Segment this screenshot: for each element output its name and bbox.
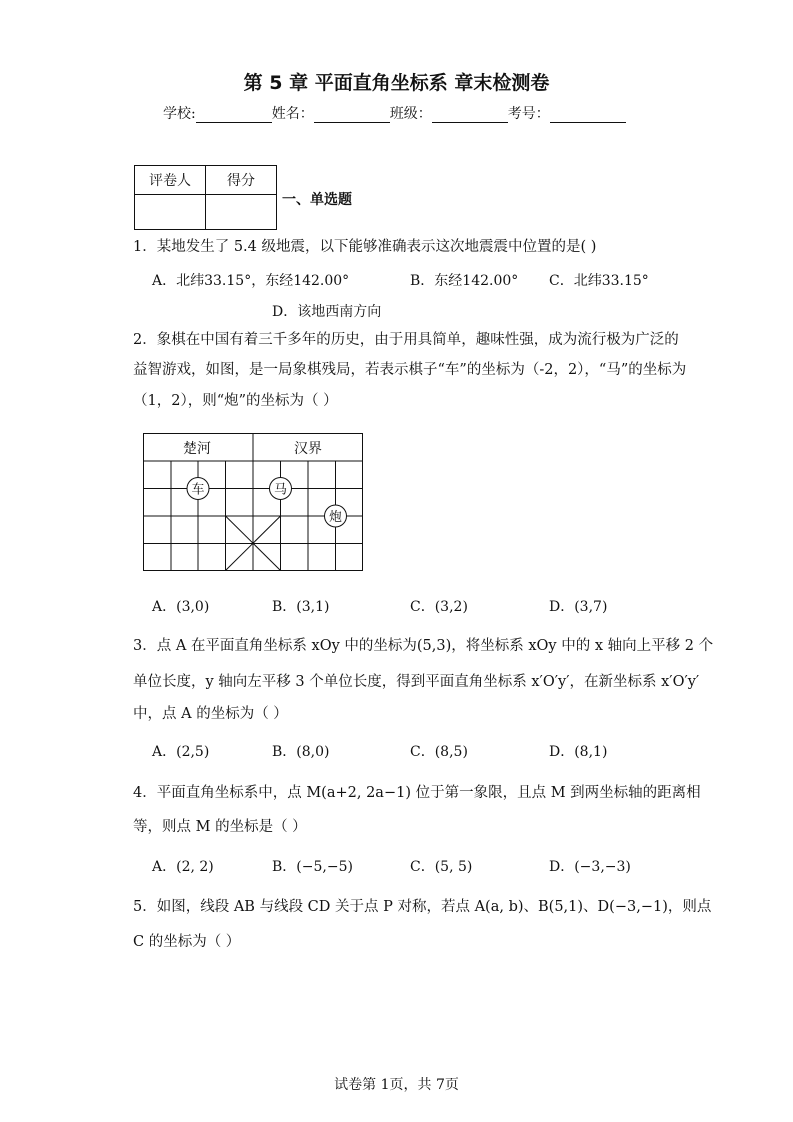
name-blank[interactable] (314, 108, 390, 123)
q3-option-a[interactable]: A．(2,5) (152, 744, 210, 760)
q3-option-c[interactable]: C．(8,5) (410, 744, 468, 760)
q4-option-c[interactable]: C．(5, 5) (410, 859, 473, 875)
question-3-line-2: 单位长度，y 轴向左平移 3 个单位长度，得到平面直角坐标系 x′O′y′，在新坐标系 x′O′y′ (133, 674, 700, 690)
exam-no-label: 考号： (507, 106, 550, 122)
school-blank[interactable] (196, 108, 272, 123)
class-label: 班级： (389, 106, 432, 122)
piece-pao-label: 炮 (328, 510, 343, 525)
q3-option-b[interactable]: B．(8,0) (272, 744, 330, 760)
class-blank[interactable] (432, 108, 508, 123)
q2-option-b[interactable]: B．(3,1) (272, 599, 330, 615)
exam-no-blank[interactable] (550, 108, 626, 123)
reviewer-cell[interactable] (135, 195, 206, 230)
page-title: 第 5 章 平面直角坐标系 章末检测卷 (243, 72, 550, 94)
score-table (134, 165, 277, 230)
piece-pao (325, 505, 347, 527)
piece-ma (270, 478, 292, 500)
question-4-line-1: 4．平面直角坐标系中，点 M(a+2, 2a−1) 位于第一象限，且点 M 到两坐标轴的距离相 (133, 785, 701, 801)
q4-option-d[interactable]: D．(−3,−3) (549, 859, 631, 875)
question-4-line-2: 等，则点 M 的坐标是（ ） (133, 819, 307, 835)
school-label: 学校: (163, 106, 196, 122)
question-1-text: 1．某地发生了 5.4 级地震，以下能够准确表示这次地震震中位置的是( ) (133, 239, 597, 255)
question-5-line-1: 5．如图，线段 AB 与线段 CD 关于点 P 对称，若点 A(a, b)、B(5,1)、D(−3,−1)，则点 (133, 899, 712, 915)
score-cell[interactable] (206, 195, 277, 230)
q3-option-d[interactable]: D．(8,1) (549, 744, 608, 760)
page-footer: 试卷第 1页，共 7页 (334, 1077, 459, 1093)
river-left-label: 楚河 (183, 441, 211, 457)
q1-option-b[interactable]: B．东经142.00° (410, 273, 519, 289)
q4-option-b[interactable]: B．(−5,−5) (272, 859, 353, 875)
river-right-label: 汉界 (294, 441, 322, 457)
question-2-line-3: （1，2），则“炮”的坐标为（ ） (133, 393, 338, 409)
chess-board-figure (140, 430, 366, 575)
question-5-line-2: C 的坐标为（ ） (133, 934, 241, 950)
section-heading: 一、单选题 (282, 192, 352, 208)
q2-option-d[interactable]: D．(3,7) (549, 599, 608, 615)
question-2-line-1: 2．象棋在中国有着三千多年的历史，由于用具简单，趣味性强，成为流行极为广泛的 (133, 332, 679, 348)
name-label: 姓名： (271, 106, 314, 122)
q2-option-c[interactable]: C．(3,2) (410, 599, 468, 615)
q4-option-a[interactable]: A．(2, 2) (152, 859, 214, 875)
q1-option-d[interactable]: D．该地西南方向 (272, 304, 382, 320)
piece-che-label: 车 (191, 482, 205, 498)
reviewer-header: 评卷人 (135, 166, 206, 195)
question-3-line-3: 中，点 A 的坐标为（ ） (133, 706, 288, 722)
piece-ma-label: 马 (273, 482, 288, 498)
q1-option-a[interactable]: A．北纬33.15°，东经142.00° (152, 273, 350, 289)
question-3-line-1: 3．点 A 在平面直角坐标系 xOy 中的坐标为(5,3)，将坐标系 xOy 中的 x 轴向上平移 2 个 (133, 638, 714, 654)
board-grid (144, 434, 363, 571)
piece-che (187, 478, 209, 500)
q2-option-a[interactable]: A．(3,0) (152, 599, 210, 615)
question-2-line-2: 益智游戏，如图，是一局象棋残局，若表示棋子“车”的坐标为（-2，2），“马”的坐标为 (133, 362, 687, 378)
q1-option-c[interactable]: C．北纬33.15° (549, 273, 649, 289)
student-info (163, 103, 626, 123)
score-header: 得分 (206, 166, 277, 195)
